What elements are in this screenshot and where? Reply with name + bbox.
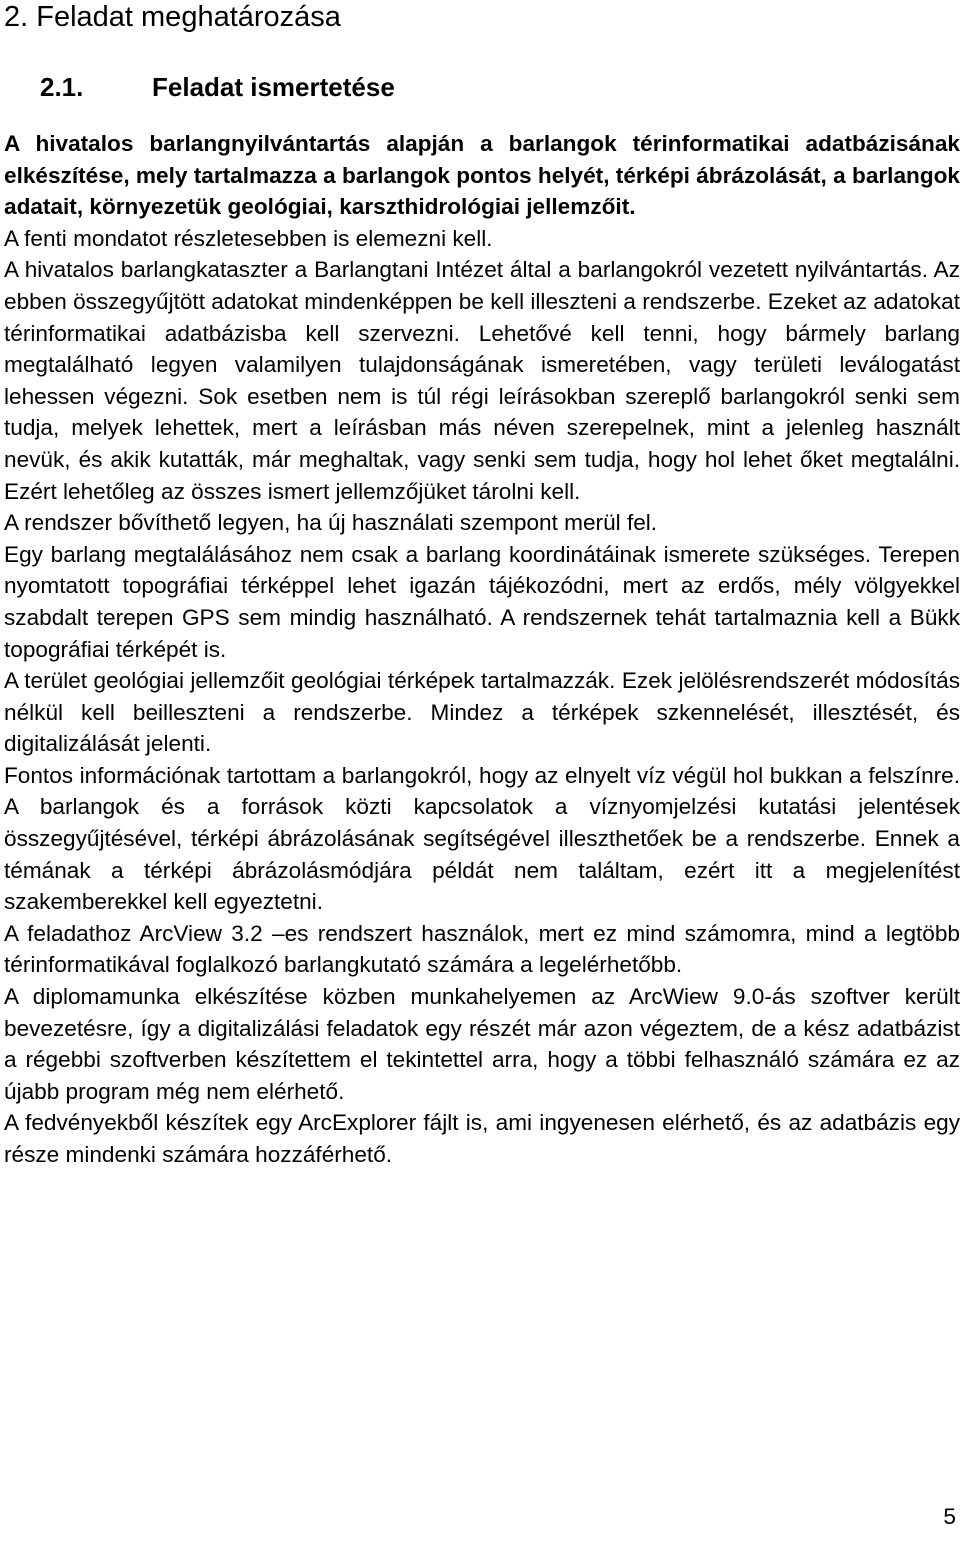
paragraph: Egy barlang megtalálásához nem csak a barlang koordinátáinak ismerete szükséges. Terepen nyomtatott topográfiai térképpel lehet igazán tájékozódni, mert az erdős, mély völgyekkel szabdalt terepen GPS sem mindig használható. A rendszernek tehát tartalmaznia kell a Bükk topográfiai térképét is. — [4, 541, 960, 662]
paragraph: A fenti mondatot részletesebben is elemezni kell. — [4, 225, 493, 251]
paragraph: A hivatalos barlangkataszter a Barlangtani Intézet által a barlangokról vezetett nyilvántartás. Az ebben összegyűjtött adatokat mindenképpen be kell illeszteni a rendszerbe. Ezeket az adatokat térinformatikai adatbázisba kell szervezni. Lehetővé kell tenni, hogy bármely barlang megtalálható legyen valamilyen tulajdonságának ismeretében, vagy területi leválogatást lehessen végezni. Sok esetben nem is túl régi leírásokban szereplő barlangokról senki sem tudja, melyek lehettek, mert a leírásban más néven szerepelnek, mint a jelenleg használt nevük, és akik kutatták, már meghaltak, vagy senki sem tudja, hogy hol lehet őket megtalálni. Ezért lehetőleg az összes ismert jellemzőjüket tárolni kell. — [4, 257, 960, 504]
paragraph: A feladathoz ArcView 3.2 –es rendszert használok, mert ez mind számomra, mind a legtöbb térinformatikával foglalkozó barlangkutató számára a legelérhetőbb. — [4, 920, 960, 978]
chapter-heading: 2. Feladat meghatározása — [4, 1, 341, 33]
paragraph: A diplomamunka elkészítése közben munkahelyemen az ArcWiew 9.0-ás szoftver került bevezetésre, így a digitalizálási feladatok egy részét már azon végeztem, de a kész adatbázist a régebbi szoftverben készítettem el tekintettel arra, hogy a többi felhasználó számára ez az újabb program még nem elérhető. — [4, 984, 960, 1104]
paragraph: Fontos információnak tartottam a barlangokról, hogy az elnyelt víz végül hol bukkan a felszínre. A barlangok és a források közti kapcsolatok a víznyomjelzési kutatási jelentések összegyűjtésével, térképi ábrázolásának segítségével illeszthetőek be a rendszerbe. Ennek a témának a térképi ábrázolásmódjára példát nem találtam, ezért itt a megjelenítést szakemberekkel kell egyeztetni. — [4, 762, 960, 915]
paragraph: A terület geológiai jellemzőit geológiai térképek tartalmazzák. Ezek jelölésrendszerét módosítás nélkül kell beilleszteni a rendszerbe. Mindez a térképek szkennelését, illesztését, és digitalizálását jelenti. — [4, 668, 960, 757]
section-heading — [40, 70, 395, 104]
paragraph: A rendszer bővíthető legyen, ha új használati szempont merül fel. — [4, 510, 658, 536]
page-number: 5 — [943, 1504, 956, 1529]
section-number: 2.1. — [40, 72, 84, 102]
paragraph: A fedvényekből készítek egy ArcExplorer fájlt is, ami ingyenesen elérhető, és az adatbázis egy része mindenki számára hozzáférhető. — [4, 1110, 960, 1167]
body-text — [4, 128, 960, 1171]
intro-paragraph: A hivatalos barlangnyilvántartás alapján a barlangok térinformatikai adatbázisának elkészítése, mely tartalmazza a barlangok pontos helyét, térképi ábrázolását, a barlangok adatait, környezetük geológiai, karszthidrológiai jellemzőit. — [4, 131, 960, 220]
section-title: Feladat ismertetése — [152, 72, 395, 102]
